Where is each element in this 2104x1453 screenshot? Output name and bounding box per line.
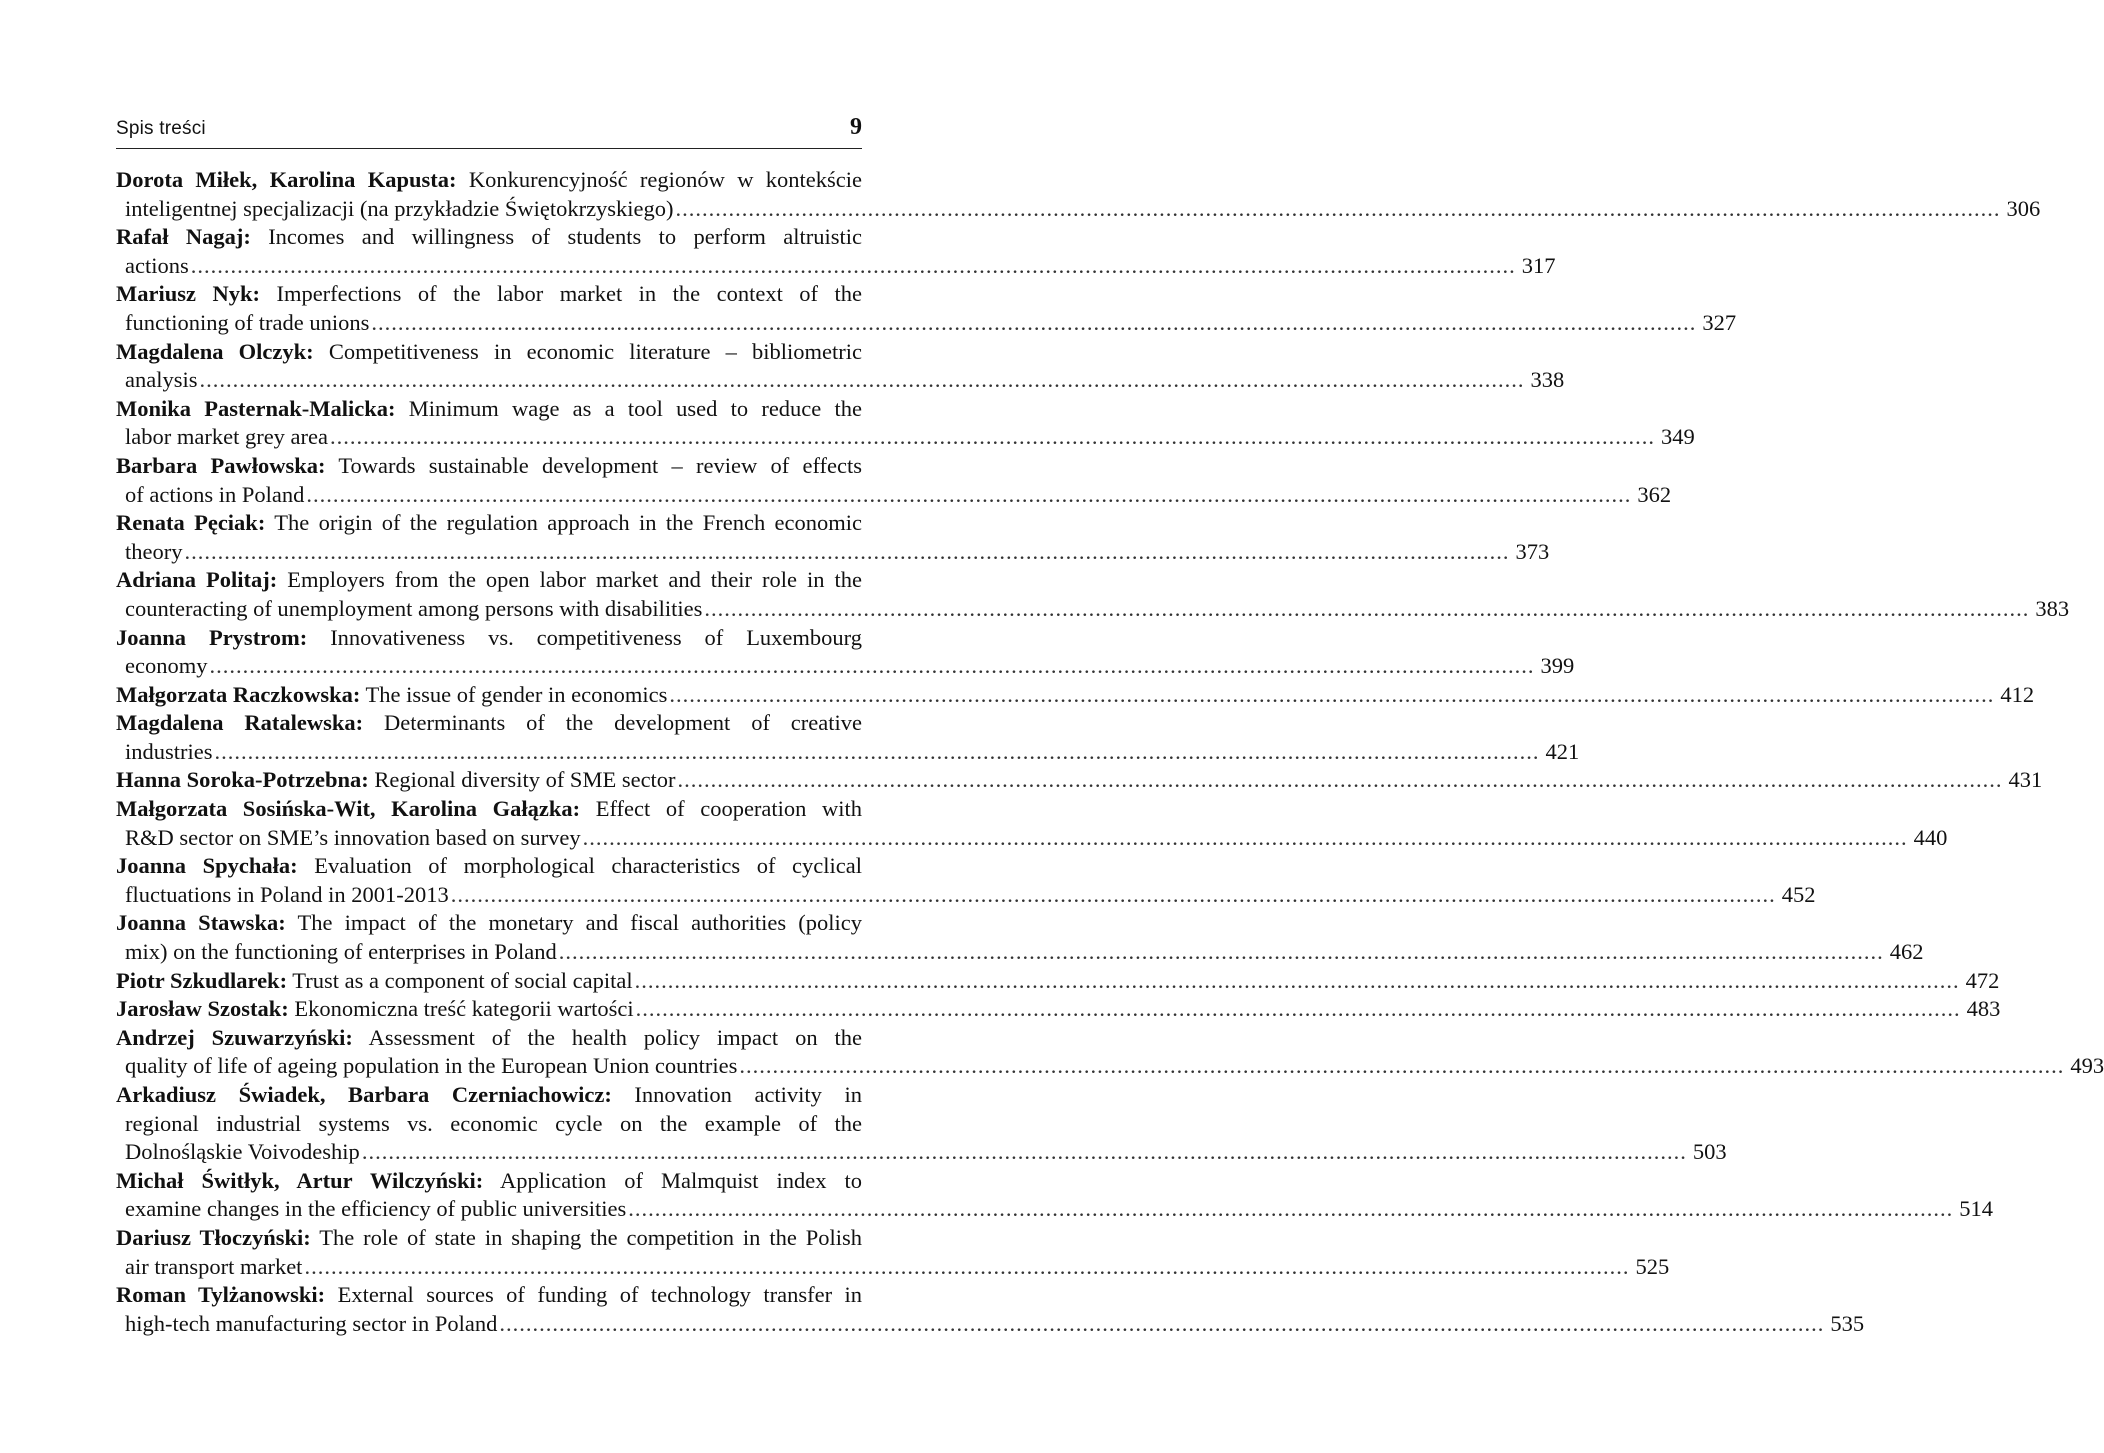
toc-entry-continuation: [116, 824, 1948, 853]
toc-entry: [116, 795, 1948, 852]
toc-entry-title-continuation: mix) on the functioning of enterprises in Poland: [125, 939, 557, 965]
toc-entry-single-line: [116, 967, 2000, 996]
dot-leader: [362, 1138, 1687, 1167]
toc-entry-continuation: [116, 366, 1565, 395]
dot-leader: [184, 538, 1509, 567]
toc-entry-page-number: 440: [1913, 824, 1948, 850]
toc-entry-title: The impact of the monetary and fiscal authorities (policy: [297, 910, 863, 936]
toc-entry-title-continuation: examine changes in the efficiency of public universities: [125, 1196, 627, 1222]
toc-entry-title: Employers from the open labor market and their role in the: [287, 567, 862, 593]
toc-entry: [116, 395, 1695, 452]
toc-entry-author: Magdalena Olczyk:: [116, 338, 314, 364]
toc-entry: [116, 709, 1580, 766]
dot-leader: [330, 423, 1655, 452]
toc-entry-title: Evaluation of morphological characteristics of cyclical: [314, 853, 862, 879]
toc-entry-title: Application of Malmquist index to: [499, 1167, 863, 1193]
toc-entry: [116, 766, 2043, 795]
toc-entry-page-number: 327: [1702, 309, 1737, 335]
toc-entry: [116, 909, 1924, 966]
dot-leader: [678, 766, 2003, 795]
toc-entry-title-continuation: industries: [125, 738, 213, 764]
toc-entry-title-continuation: inteligentnej specjalizacji (na przykładzie Świętokrzyskiego): [125, 195, 674, 221]
dot-leader: [669, 681, 1994, 710]
dot-leader: [676, 195, 2001, 224]
toc-entry-title: Imperfections of the labor market in the context of the: [276, 281, 863, 307]
toc-entry-title-continuation: R&D sector on SME’s innovation based on survey: [125, 824, 581, 850]
toc-entry-title: Regional diversity of SME sector: [374, 767, 676, 793]
toc-entry-author: Małgorzata Sosińska-Wit, Karolina Gałązka:: [116, 796, 581, 822]
toc-entry-first-line: [116, 1167, 862, 1196]
toc-entry-title-continuation: high-tech manufacturing sector in Poland: [125, 1310, 498, 1336]
toc-entry-page-number: 431: [2008, 767, 2043, 793]
toc-entry-title-continuation: of actions in Poland: [125, 481, 305, 507]
dot-leader: [559, 938, 1884, 967]
dot-leader: [306, 481, 1631, 510]
toc-entry-page-number: 349: [1661, 424, 1695, 450]
dot-leader: [451, 881, 1776, 910]
toc-entry-page-number: 483: [1966, 996, 2001, 1022]
toc-entry-continuation: [116, 1138, 1727, 1167]
toc-entry-continuation: [116, 595, 2070, 624]
toc-entry-continuation: [116, 252, 1556, 281]
toc-entry: [116, 681, 2035, 710]
toc-entry-first-line: [116, 395, 862, 424]
toc-entry-author: Dariusz Tłoczyński:: [116, 1224, 311, 1250]
toc-entry: [116, 624, 1575, 681]
toc-entry-continuation: [116, 309, 1737, 338]
running-header-page-number: 9: [850, 114, 862, 140]
toc-entry: [116, 995, 2001, 1024]
toc-entry-page-number: 412: [2000, 681, 2035, 707]
toc-entry-title: Konkurencyjność regionów w kontekście: [468, 167, 862, 192]
toc-entry: [116, 280, 1737, 337]
toc-entry-continuation: [116, 938, 1924, 967]
dot-leader: [636, 995, 1961, 1024]
toc-entry-author: Magdalena Ratalewska:: [116, 710, 364, 736]
toc-entry-continuation: [116, 1310, 1865, 1339]
toc-entry: [116, 1024, 2104, 1081]
toc-entry-page-number: 306: [2006, 195, 2041, 221]
toc-entry: [116, 1167, 1994, 1224]
toc-entry-author: Renata Pęciak:: [116, 510, 266, 536]
toc-entry-title-continuation: actions: [125, 252, 189, 278]
toc-entry-author: Dorota Miłek, Karolina Kapusta:: [116, 167, 457, 192]
toc-entry-continuation: [116, 738, 1580, 767]
toc-entry: [116, 338, 1565, 395]
toc-entry-title: Effect of cooperation with: [595, 796, 863, 822]
toc-entry-title-continuation: functioning of trade unions: [125, 309, 370, 335]
toc-entry-author: Joanna Stawska:: [116, 910, 286, 936]
dot-leader: [583, 824, 1908, 853]
toc-entry-heading: [116, 967, 633, 996]
dot-leader: [200, 366, 1525, 395]
toc-entry-title-continuation: economy: [125, 653, 208, 679]
toc-entry-title-continuation: labor market grey area: [125, 424, 329, 450]
toc-entry-title: Innovation activity in: [634, 1082, 863, 1107]
dot-leader: [739, 1052, 2064, 1081]
toc-entry-page-number: 399: [1540, 653, 1575, 679]
toc-entry-author: Monika Pasternak-Malicka:: [116, 395, 396, 421]
toc-entry-title-continuation: air transport market: [125, 1253, 303, 1279]
toc-entry-page-number: 452: [1781, 881, 1816, 907]
toc-entry-page-number: 472: [1965, 967, 2000, 993]
toc-entry-page-number: 462: [1889, 939, 1924, 965]
toc-entry-single-line: [116, 766, 2043, 795]
dot-leader: [209, 652, 1534, 681]
running-header-title: Spis treści: [116, 118, 206, 139]
toc-entry-title: Minimum wage as a tool used to reduce the: [408, 395, 863, 421]
toc-entry-continuation: [116, 481, 1672, 510]
toc-entry: [116, 967, 2000, 996]
toc-entry-page-number: 514: [1959, 1196, 1994, 1222]
toc-entry-heading: [116, 766, 676, 795]
toc-entry-title-continuation: theory: [125, 538, 183, 564]
dot-leader: [704, 595, 2029, 624]
toc-entry-author: Piotr Szkudlarek:: [116, 967, 288, 993]
dot-leader: [304, 1253, 1629, 1282]
running-header: [116, 114, 862, 149]
toc-entry-title-continuation: quality of life of ageing population in the European Union countries: [125, 1053, 738, 1079]
toc-entry-author: Mariusz Nyk:: [116, 281, 260, 307]
toc-entry-page-number: 373: [1515, 538, 1550, 564]
toc-entry-author: Joanna Spychała:: [116, 853, 298, 879]
toc-entry-title: The issue of gender in economics: [365, 681, 668, 707]
toc-entry: [116, 852, 1816, 909]
toc-entry-first-line: [116, 909, 862, 938]
toc-entry-title: The role of state in shaping the competition in the Polish: [319, 1224, 862, 1250]
toc-entry-author: Jarosław Szostak:: [116, 996, 289, 1022]
toc-entry-title: Determinants of the development of creative: [384, 710, 863, 736]
toc-entry-title: The origin of the regulation approach in the French economic: [274, 510, 863, 536]
toc-entry-page-number: 535: [1830, 1310, 1865, 1336]
toc-entry-continuation: [116, 195, 2041, 224]
toc-entry-first-line: [116, 1281, 862, 1310]
toc-entry-author: Michał Świtłyk, Artur Wilczyński:: [116, 1167, 484, 1193]
toc-entry-title: Assessment of the health policy impact on the: [368, 1024, 862, 1050]
toc-entry-title: Competitiveness in economic literature – bibliometric: [328, 338, 863, 364]
toc-entry: [116, 1281, 1865, 1338]
toc-entry-title: Towards sustainable development – review of effects: [338, 452, 863, 478]
toc-entry: [116, 1081, 1727, 1167]
toc-entry-continuation: [116, 1195, 1994, 1224]
toc-entry-first-line: [116, 709, 862, 738]
toc-entry: [116, 166, 2041, 223]
toc-entry-first-line: [116, 852, 862, 881]
toc-entry-first-line: [116, 452, 862, 481]
table-of-contents: [116, 166, 2104, 1338]
toc-entry-single-line: [116, 681, 2035, 710]
toc-entry-page-number: 503: [1692, 1139, 1727, 1165]
toc-entry-title: Trust as a component of social capital: [292, 967, 633, 993]
toc-entry-page-number: 338: [1530, 367, 1565, 393]
toc-entry-first-line: [116, 1024, 862, 1053]
toc-entry-first-line: [116, 509, 862, 538]
toc-entry-first-line: [116, 1224, 862, 1253]
toc-entry-page-number: 421: [1545, 738, 1580, 764]
toc-entry-page-number: 525: [1635, 1253, 1670, 1279]
toc-entry-title: Incomes and willingness of students to perform altruistic: [268, 224, 863, 250]
toc-entry-title-continuation: counteracting of unemployment among persons with disabilities: [125, 595, 703, 621]
toc-entry-author: Barbara Pawłowska:: [116, 452, 326, 478]
toc-entry-continuation: [116, 652, 1575, 681]
toc-entry: [116, 566, 2070, 623]
toc-entry-middle-line: [116, 1110, 862, 1139]
toc-entry-first-line: [116, 166, 862, 195]
toc-entry-continuation: [116, 1052, 2104, 1081]
toc-entry-single-line: [116, 995, 2001, 1024]
toc-entry-continuation: [116, 1253, 1670, 1282]
dot-leader: [499, 1310, 1824, 1339]
toc-entry-author: Roman Tylżanowski:: [116, 1282, 326, 1308]
toc-entry-first-line: [116, 795, 862, 824]
toc-entry-author: Arkadiusz Świadek, Barbara Czerniachowicz:: [116, 1082, 612, 1107]
toc-entry-author: Rafał Nagaj:: [116, 224, 251, 250]
toc-entry-title-continuation: Dolnośląskie Voivodeship: [125, 1139, 360, 1165]
toc-entry-title: External sources of funding of technology transfer in: [337, 1282, 862, 1308]
dot-leader: [628, 1195, 1953, 1224]
dot-leader: [191, 252, 1516, 281]
toc-entry-page-number: 362: [1637, 481, 1672, 507]
toc-entry-first-line: [116, 624, 862, 653]
toc-entry-heading: [116, 995, 634, 1024]
toc-entry-heading: [116, 681, 667, 710]
toc-entry-continuation: [116, 423, 1695, 452]
toc-entry: [116, 1224, 1670, 1281]
toc-entry: [116, 223, 1556, 280]
toc-entry-author: Małgorzata Raczkowska:: [116, 681, 361, 707]
toc-entry-first-line: [116, 1081, 862, 1110]
toc-entry-title-continuation: fluctuations in Poland in 2001-2013: [125, 881, 449, 907]
toc-entry-page-number: 317: [1521, 252, 1556, 278]
dot-leader: [635, 967, 1960, 996]
toc-entry-first-line: [116, 566, 862, 595]
toc-entry-continuation: [116, 538, 1550, 567]
dot-leader: [215, 738, 1540, 767]
toc-entry-title-continuation: analysis: [125, 367, 198, 393]
toc-entry-page-number: 493: [2070, 1053, 2104, 1079]
toc-entry-author: Adriana Politaj:: [116, 567, 278, 593]
toc-entry-title-middle: regional industrial systems vs. economic cycle on the example of the: [125, 1110, 862, 1136]
toc-entry-first-line: [116, 223, 862, 252]
toc-entry-author: Hanna Soroka-Potrzebna:: [116, 767, 369, 793]
toc-entry-title: Ekonomiczna treść kategorii wartości: [294, 996, 634, 1022]
dot-leader: [371, 309, 1696, 338]
toc-entry-author: Joanna Prystrom:: [116, 624, 308, 650]
toc-entry-title: Innovativeness vs. competitiveness of Luxembourg: [330, 624, 863, 650]
toc-entry-author: Andrzej Szuwarzyński:: [116, 1024, 353, 1050]
toc-entry: [116, 509, 1550, 566]
toc-entry-first-line: [116, 280, 862, 309]
toc-entry-continuation: [116, 881, 1816, 910]
toc-entry-page-number: 383: [2035, 595, 2070, 621]
toc-entry-first-line: [116, 338, 862, 367]
toc-entry: [116, 452, 1672, 509]
